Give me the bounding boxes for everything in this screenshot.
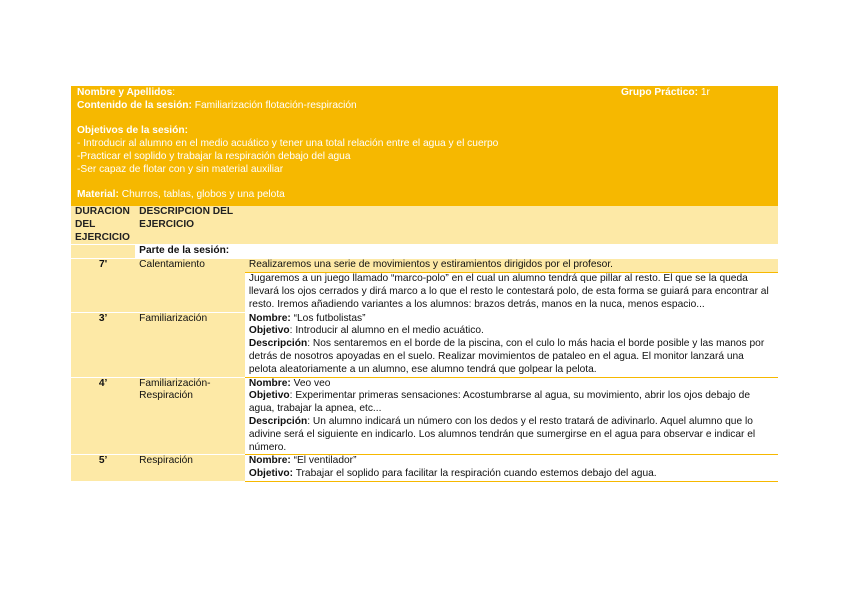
description-paragraph [245, 272, 778, 311]
description-paragraph [245, 455, 778, 468]
description-paragraph [245, 313, 778, 326]
table-row [71, 259, 778, 312]
material-value: Churros, tablas, globos y una pelota [121, 189, 285, 201]
description-text: “Los futbolistas” [290, 312, 366, 324]
table-row [71, 312, 778, 377]
table-header-row [71, 206, 778, 245]
exercise-duration: 5’ [71, 455, 135, 482]
description-label: Nombre: [248, 377, 291, 389]
exercise-part: Familiarización-Respiración [135, 377, 245, 455]
contenido-label: Contenido de la sesión: [77, 99, 192, 111]
description-label: Objetivo: [248, 468, 294, 480]
header-blank-cell [245, 206, 778, 245]
description-paragraph [245, 390, 778, 416]
description-paragraph [245, 468, 778, 481]
exercise-duration: 4’ [71, 377, 135, 455]
exercise-part: Calentamiento [135, 259, 245, 312]
description-paragraph [245, 378, 778, 391]
nombre-label: Nombre y Apellidos [77, 87, 173, 98]
exercise-table [71, 206, 778, 259]
grupo-value: 1r [700, 87, 710, 98]
grupo-practico [621, 87, 710, 100]
description-label: Nombre: [248, 312, 291, 324]
exercise-description [245, 377, 778, 455]
table-row [71, 377, 778, 455]
exercise-description [245, 455, 778, 482]
objetivos-label-line [77, 125, 772, 138]
description-label: Descripción [248, 338, 308, 350]
contenido-line [77, 100, 772, 113]
description-text: Veo veo [290, 377, 331, 389]
description-paragraph [245, 259, 778, 272]
description-label: Nombre: [248, 455, 291, 467]
description-text: : Experimentar primeras sensaciones: Acostumbrarse al agua, su movimiento, abrir los ojos debajo de agua, trabajar la apnea, etc... [248, 390, 751, 415]
col-duracion-header: DURACIÓN DEL EJERCICIO [71, 206, 135, 245]
material-line [77, 189, 772, 202]
objetivo-item: -Ser capaz de flotar con y sin material auxiliar [77, 163, 284, 175]
objetivos-label: Objetivos de la sesión: [77, 125, 188, 137]
exercise-duration: 7' [71, 259, 135, 312]
parte-label: Parte de la sesión: [135, 245, 245, 259]
description-text: “El ventilador” [290, 455, 357, 467]
description-paragraph [245, 338, 778, 376]
description-label: Objetivo [248, 390, 290, 402]
parte-row [71, 245, 778, 259]
description-text: Trabajar el soplido para facilitar la respiración cuando estemos debajo del agua. [293, 468, 657, 480]
exercise-part: Familiarización [135, 312, 245, 377]
exercise-duration: 3’ [71, 312, 135, 377]
contenido-value: Familiarización flotación-respiración [194, 99, 357, 111]
exercise-description [245, 259, 778, 312]
session-sheet [71, 86, 778, 482]
session-header [71, 86, 778, 206]
exercise-rows [71, 259, 778, 482]
exercise-body-table [71, 259, 778, 482]
material-label: Material: [77, 189, 119, 201]
grupo-label: Grupo Práctico: [621, 87, 698, 98]
description-text: : Nos sentaremos en el borde de la piscina, con el culo lo más hacia el borde posible y las manos por detrás de nosotros apoyadas en el suelo. Realizar movimientos de pataleo en el agua. El monitor lanzará una pelota aleatoriamente a un alumno, ese alumno tendrá que golpear la pelota. [248, 338, 765, 375]
objetivo-item: - Introducir al alumno en el medio acuático y tener una total relación entre el agua y el cuerpo [77, 138, 499, 150]
description-paragraph [245, 325, 778, 338]
nombre-colon: : [172, 87, 176, 98]
description-paragraph [245, 416, 778, 454]
description-label: Descripción [248, 415, 308, 427]
exercise-part: Respiración [135, 455, 245, 482]
description-label: Objetivo [248, 325, 290, 337]
description-text: Jugaremos a un juego llamado “marco-polo” en el cual un alumno tendrá que pillar al resto. El que se la queda llevará los ojos cerrados y dirá marco a lo que el resto le contestará polo, de esta forma se guiará para encontrar al resto. Iremos añadiendo variantes a los alumnos: brazos detrás, manos en la nuca, menos espacio... [248, 273, 769, 310]
objetivo-item: -Practicar el soplido y trabajar la respiración debajo del agua [77, 150, 351, 162]
description-text: Realizaremos una serie de movimientos y estiramientos dirigidos por el profesor. [248, 259, 613, 271]
description-text: : Introducir al alumno en el medio acuático. [289, 325, 484, 337]
col-descripcion-header: DESCRIPCIÓN DEL EJERCICIO [135, 206, 245, 245]
exercise-description [245, 312, 778, 377]
table-row [71, 455, 778, 482]
description-text: : Un alumno indicará un número con los dedos y el resto tratará de adivinarlo. Aquel alumno que lo adivine será el siguiente en indicarlo. Los alumnos tendrán que sumergirse en el agua para observar e indicar el número. [248, 415, 756, 453]
